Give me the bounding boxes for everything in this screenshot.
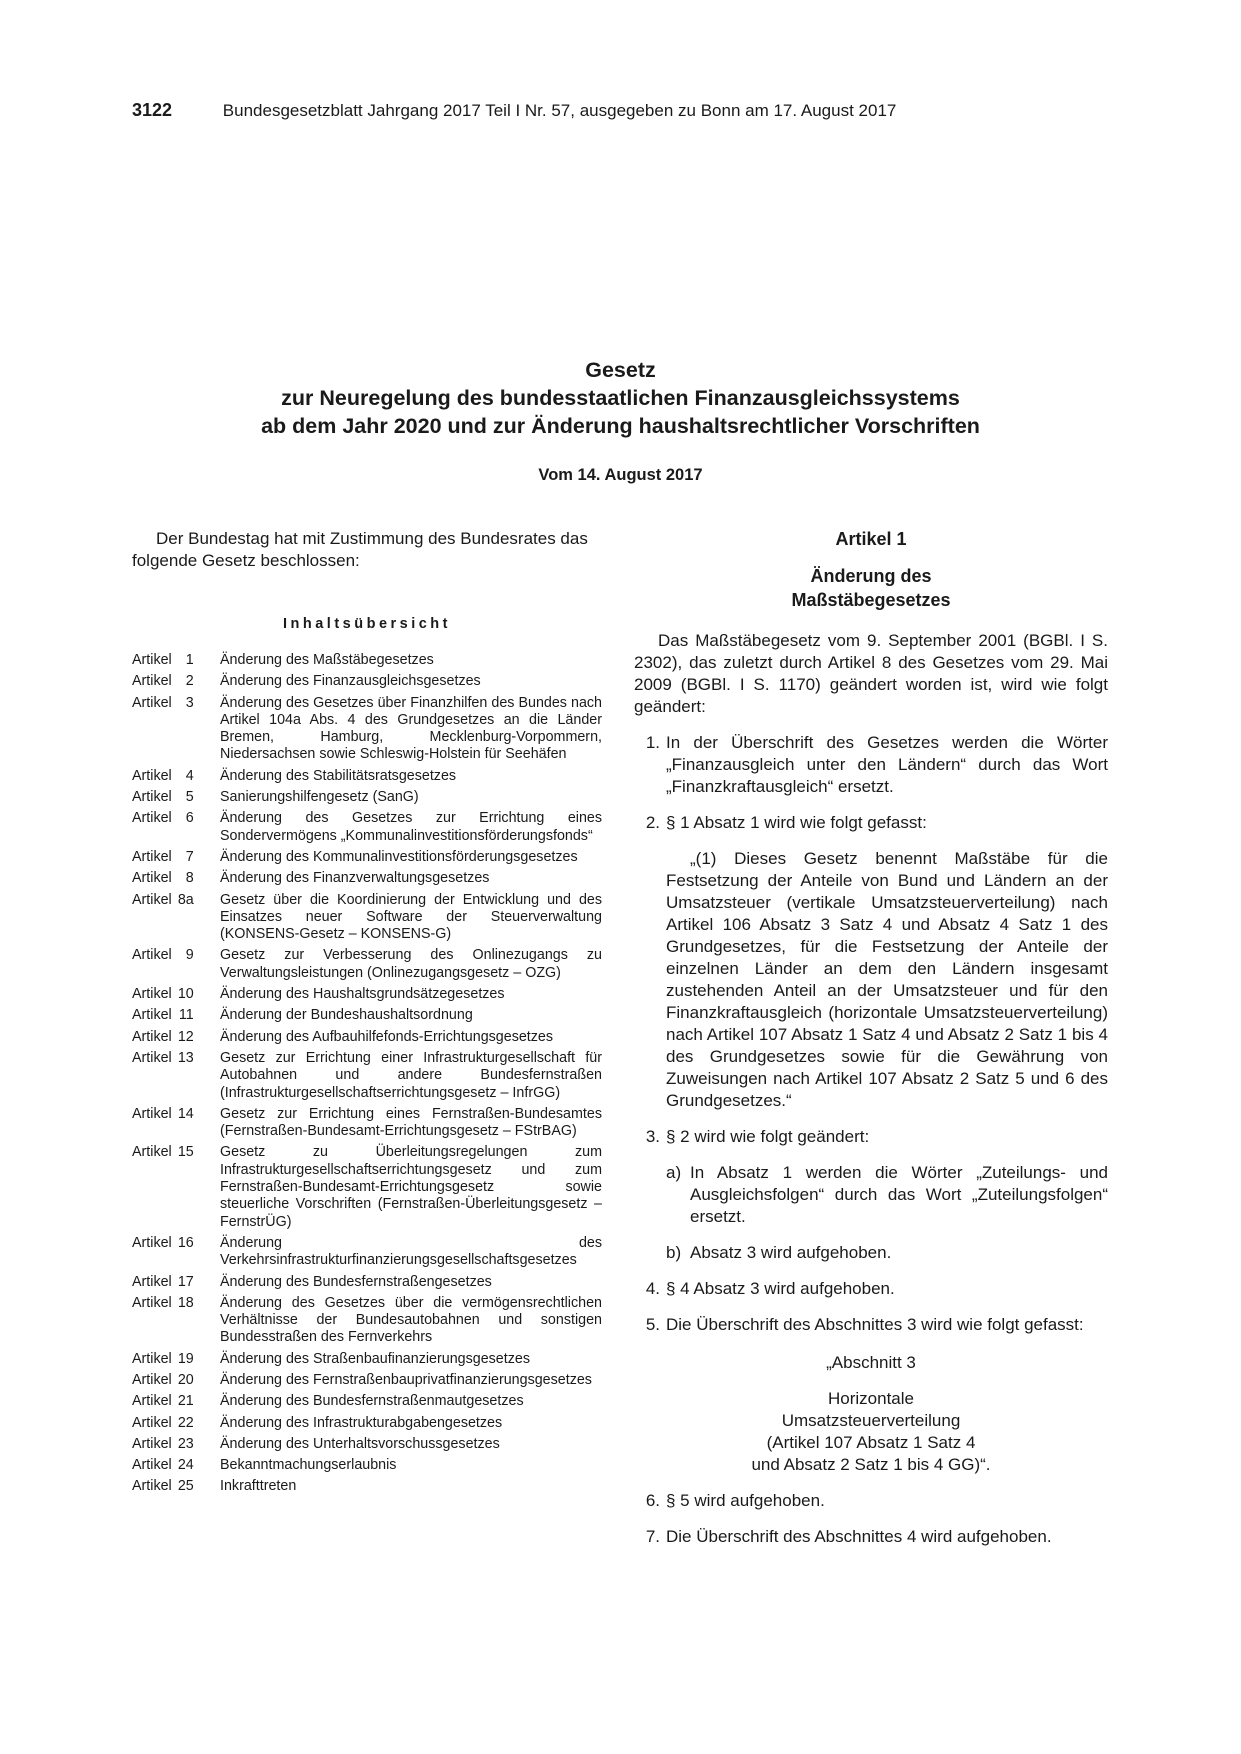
left-column: [132, 528, 602, 1500]
toc-article-title: Änderung des Fernstraßenbauprivatfinanzierungsgesetzes: [220, 1371, 592, 1388]
toc-article-word: Artikel: [132, 810, 172, 827]
item-number: 6.: [645, 1491, 660, 1510]
law-title-line-1: Gesetz: [585, 358, 656, 382]
toc-article-word: Artikel: [132, 1105, 172, 1122]
article-1-subheading-line-2: Maßstäbegesetzes: [791, 590, 951, 610]
amendment-item-3: [634, 1126, 1108, 1148]
toc-article-number: 17: [177, 1273, 194, 1290]
section-3-heading-quote-line-5: und Absatz 2 Satz 1 bis 4 GG)“.: [751, 1455, 991, 1474]
enactment-clause: Der Bundestag hat mit Zustimmung des Bundesrates das folgende Gesetz beschlossen:: [132, 529, 588, 570]
toc-row: [132, 1457, 602, 1478]
toc-article-label: [132, 986, 220, 1007]
toc-article-word: Artikel: [132, 870, 172, 887]
toc-article-word: Artikel: [132, 789, 172, 806]
toc-article-label: [132, 695, 220, 768]
toc-article-word: Artikel: [132, 947, 172, 964]
toc-row: [132, 673, 602, 694]
page-number: 3122: [132, 100, 173, 120]
toc-article-label: [132, 1415, 220, 1436]
toc-article-word: Artikel: [132, 767, 172, 784]
toc-row: [132, 768, 602, 789]
toc-article-word: Artikel: [132, 673, 172, 690]
toc-article-label: [132, 1372, 220, 1393]
toc-article-label: [132, 789, 220, 810]
toc-row: [132, 1007, 602, 1028]
toc-article-label: [132, 1393, 220, 1414]
toc-article-title: Änderung des Kommunalinvestitionsförderungsgesetzes: [220, 848, 578, 865]
toc-article-word: Artikel: [132, 1414, 172, 1431]
page-header: [132, 100, 896, 121]
toc-article-label: [132, 947, 220, 986]
toc-article-label: [132, 870, 220, 891]
toc-article-word: Artikel: [132, 1457, 172, 1474]
toc-article-number: 21: [177, 1393, 194, 1410]
item-text: Die Überschrift des Abschnittes 3 wird wie folgt gefasst:: [666, 1315, 1084, 1334]
toc-article-title: Gesetz zu Überleitungsregelungen zum Infrastrukturgesellschaftserrichtungsgesetz und zum Fernstraßen-Bundesamt-Errichtungsgesetz sowie steuerliche Vorschriften (Fernstraßen-Überleitungsgesetz – FernstrÜG): [220, 1144, 602, 1230]
toc-article-label: [132, 1478, 220, 1499]
toc-row: [132, 1029, 602, 1050]
section-3-heading-quote-line-2: Horizontale: [828, 1389, 914, 1408]
toc-article-title: Änderung des Straßenbaufinanzierungsgesetzes: [220, 1350, 530, 1367]
toc-article-title: Änderung des Gesetzes über die vermögensrechtlichen Verhältnisse der Bundesautobahnen und sonstigen Bundesstraßen des Fernverkehrs: [220, 1294, 602, 1346]
toc-row: [132, 1415, 602, 1436]
toc-article-label: [132, 1235, 220, 1274]
item-text: § 2 wird wie folgt geändert:: [666, 1127, 870, 1146]
toc-article-title: Änderung des Unterhaltsvorschussgesetzes: [220, 1435, 500, 1452]
toc-article-label: [132, 673, 220, 694]
toc-article-title: Änderung des Haushaltsgrundsätzegesetzes: [220, 986, 505, 1003]
item-text: § 1 Absatz 1 wird wie folgt gefasst:: [666, 813, 927, 832]
law-date: Vom 14. August 2017: [538, 466, 703, 484]
toc-row: [132, 789, 602, 810]
toc-article-title: Änderung des Finanzverwaltungsgesetzes: [220, 870, 490, 887]
toc-article-label: [132, 652, 220, 673]
toc-article-number: 7: [185, 848, 194, 865]
toc-article-number: 23: [177, 1435, 194, 1452]
amendment-item-6: [634, 1490, 1108, 1512]
subitem-text: Absatz 3 wird aufgehoben.: [690, 1243, 892, 1262]
subitem-text: In Absatz 1 werden die Wörter „Zuteilungs- und Ausgleichsfolgen“ durch das Wort „Zuteilungsfolgen“ ersetzt.: [690, 1163, 1108, 1226]
toc-row: [132, 1274, 602, 1295]
toc-article-label: [132, 892, 220, 948]
toc-article-number: 12: [177, 1028, 194, 1045]
toc-article-word: Artikel: [132, 1435, 172, 1452]
article-1-subheading-line-1: Änderung des: [810, 566, 932, 586]
section-3-heading-quote-line-3: Umsatzsteuerverteilung: [781, 1411, 961, 1430]
toc-article-number: 16: [177, 1234, 194, 1251]
item-number: 2.: [645, 813, 660, 832]
toc-row: [132, 652, 602, 673]
toc-article-number: 15: [177, 1144, 194, 1161]
toc-row: [132, 1106, 602, 1145]
item-number: 5.: [645, 1315, 660, 1334]
law-title-line-3: ab dem Jahr 2020 und zur Änderung haushaltsrechtlicher Vorschriften: [261, 414, 980, 438]
toc-row: [132, 695, 602, 768]
toc-article-title: Änderung des Aufbauhilfefonds-Errichtungsgesetzes: [220, 1028, 554, 1045]
toc-article-number: 8a: [177, 891, 194, 908]
toc-article-title: Änderung des Gesetzes über Finanzhilfen des Bundes nach Artikel 104a Abs. 4 des Grundgesetzes an die Länder Bremen, Hamburg, Mecklenburg-Vorpommern, Niedersachsen sowie Schleswig-Holstein für Seehäfen: [220, 694, 602, 763]
toc-article-title: Änderung des Bundesfernstraßenmautgesetzes: [220, 1393, 524, 1410]
toc-row: [132, 986, 602, 1007]
toc-article-label: [132, 1351, 220, 1372]
toc-article-number: 18: [177, 1294, 194, 1311]
item-number: 7.: [645, 1527, 660, 1546]
toc-article-number: 20: [177, 1371, 194, 1388]
toc-article-number: 8: [185, 870, 194, 887]
toc-article-title: Gesetz über die Koordinierung der Entwicklung und des Einsatzes neuer Software der Steuerverwaltung (KONSENS-Gesetz – KONSENS-G): [220, 891, 602, 943]
toc-article-label: [132, 810, 220, 849]
amendment-item-4: [634, 1278, 1108, 1300]
toc-article-number: 14: [177, 1105, 194, 1122]
toc-article-label: [132, 849, 220, 870]
toc-article-word: Artikel: [132, 891, 172, 908]
toc-article-number: 4: [185, 767, 194, 784]
item-text: § 5 wird aufgehoben.: [666, 1491, 825, 1510]
toc-article-title: Bekanntmachungserlaubnis: [220, 1457, 397, 1474]
toc-article-label: [132, 1144, 220, 1234]
right-column: [634, 528, 1108, 1548]
item-text: In der Überschrift des Gesetzes werden die Wörter „Finanzausgleich unter den Ländern“ durch das Wort „Finanzkraftausgleich“ ersetzt.: [666, 733, 1108, 796]
toc-article-word: Artikel: [132, 1273, 172, 1290]
toc-article-title: Sanierungshilfengesetz (SanG): [220, 789, 419, 806]
toc-row: [132, 1436, 602, 1457]
toc-heading: Inhaltsübersicht: [283, 616, 451, 632]
amendment-item-2-quote: „(1) Dieses Gesetz benennt Maßstäbe für die Festsetzung der Anteile von Bund und Ländern an der Umsatzsteuer (vertikale Umsatzsteuerverteilung) nach Artikel 106 Absatz 3 Satz 4 und Absatz 4 Satz 1 des Grundgesetzes, für die Festsetzung der Anteile der einzelnen Länder an dem den Ländern insgesamt zustehenden Anteil an der Umsatzsteuer und für den Finanzkraftausgleich (horizontale Umsatzsteuerverteilung) nach Artikel 107 Absatz 1 Satz 4 und Absatz 2 Satz 1 bis 4 des Grundgesetzes sowie für die Gewährung von Zuweisungen nach Artikel 107 Absatz 2 Satz 5 und 6 des Grundgesetzes.“: [666, 849, 1108, 1110]
amendment-item-7: [634, 1526, 1108, 1548]
toc-article-label: [132, 1274, 220, 1295]
toc-article-number: 9: [185, 947, 194, 964]
toc-article-label: [132, 1295, 220, 1351]
toc-article-word: Artikel: [132, 1049, 172, 1066]
toc-row: [132, 1372, 602, 1393]
toc-article-title: Änderung des Infrastrukturabgabengesetzes: [220, 1414, 503, 1431]
item-text: Die Überschrift des Abschnittes 4 wird aufgehoben.: [666, 1527, 1052, 1546]
toc-article-title: Gesetz zur Verbesserung des Onlinezugangs zu Verwaltungsleistungen (Onlinezugangsgesetz – OZG): [220, 947, 602, 981]
article-1-heading: Artikel 1: [835, 529, 907, 549]
law-title-block: [0, 356, 1241, 485]
toc-article-word: Artikel: [132, 694, 172, 711]
amendment-item-5: [634, 1314, 1108, 1336]
toc-article-title: Änderung des Gesetzes zur Errichtung eines Sondervermögens „Kommunalinvestitionsförderungsfonds“: [220, 810, 602, 844]
toc-article-title: Änderung der Bundeshaushaltsordnung: [220, 1007, 473, 1024]
item-number: 4.: [645, 1279, 660, 1298]
toc-row: [132, 810, 602, 849]
toc-row: [132, 1478, 602, 1499]
toc-article-number: 25: [177, 1478, 194, 1495]
toc-article-label: [132, 1029, 220, 1050]
amendment-item-2: [634, 812, 1108, 834]
amendment-item-3b: [666, 1242, 1108, 1264]
item-number: 1.: [645, 733, 660, 752]
toc-article-number: 1: [185, 652, 194, 668]
toc-article-word: Artikel: [132, 1350, 172, 1367]
article-1-intro: Das Maßstäbegesetz vom 9. September 2001 (BGBl. I S. 2302), das zuletzt durch Artikel 8 des Gesetzes vom 29. Mai 2009 (BGBl. I S. 1170) geändert worden ist, wird wie folgt geändert:: [634, 631, 1108, 716]
toc-article-title: Gesetz zur Errichtung einer Infrastrukturgesellschaft für Autobahnen und andere Bundesfernstraßen (Infrastrukturgesellschaftserrichtungsgesetz – InfrGG): [220, 1049, 602, 1101]
toc-article-label: [132, 768, 220, 789]
toc-article-number: 11: [178, 1007, 194, 1024]
law-title-line-2: zur Neuregelung des bundesstaatlichen Finanzausgleichssystems: [281, 386, 960, 410]
toc-article-word: Artikel: [132, 1478, 172, 1495]
section-3-heading-quote-body: [634, 1388, 1108, 1476]
toc-article-title: Änderung des Maßstäbegesetzes: [220, 652, 434, 668]
article-1-subheading: [634, 564, 1108, 612]
toc-row: [132, 870, 602, 891]
toc-article-word: Artikel: [132, 1294, 172, 1311]
toc-article-title: Änderung des Stabilitätsratsgesetzes: [220, 767, 457, 784]
toc-article-word: Artikel: [132, 1144, 172, 1161]
toc-article-title: Änderung des Bundesfernstraßengesetzes: [220, 1273, 492, 1290]
toc-article-label: [132, 1106, 220, 1145]
toc-row: [132, 892, 602, 948]
toc-article-word: Artikel: [132, 652, 172, 668]
toc-article-word: Artikel: [132, 848, 172, 865]
toc-article-number: 6: [185, 810, 194, 827]
toc-article-number: 2: [185, 673, 194, 690]
toc-body: [132, 652, 602, 1500]
amendment-item-1: [634, 732, 1108, 798]
toc-row: [132, 1295, 602, 1351]
toc-row: [132, 849, 602, 870]
toc-article-label: [132, 1457, 220, 1478]
toc-article-word: Artikel: [132, 986, 172, 1003]
toc-article-label: [132, 1436, 220, 1457]
toc-row: [132, 1235, 602, 1274]
item-text: § 4 Absatz 3 wird aufgehoben.: [666, 1279, 895, 1298]
section-3-heading-quote-line-1: „Abschnitt 3: [826, 1353, 916, 1372]
toc-article-word: Artikel: [132, 1028, 172, 1045]
toc-article-word: Artikel: [132, 1371, 172, 1388]
toc-article-number: 24: [177, 1457, 194, 1474]
toc-article-label: [132, 1007, 220, 1028]
toc-article-number: 19: [177, 1350, 194, 1367]
toc-article-title: Inkrafttreten: [220, 1478, 297, 1495]
toc-article-number: 10: [177, 986, 194, 1003]
toc-article-number: 3: [185, 694, 194, 711]
toc-article-label: [132, 1050, 220, 1106]
toc-article-title: Änderung des Verkehrsinfrastrukturfinanzierungsgesellschaftsgesetzes: [220, 1234, 602, 1269]
toc-row: [132, 1351, 602, 1372]
toc-article-number: 5: [185, 789, 194, 806]
toc-article-word: Artikel: [132, 1007, 172, 1024]
toc-row: [132, 1050, 602, 1106]
toc-article-number: 22: [177, 1414, 194, 1431]
table-of-contents: [132, 652, 602, 1500]
toc-article-title: Änderung des Finanzausgleichsgesetzes: [220, 673, 481, 690]
toc-article-number: 13: [177, 1049, 194, 1066]
toc-article-word: Artikel: [132, 1234, 172, 1251]
toc-row: [132, 1393, 602, 1414]
toc-row: [132, 1144, 602, 1234]
item-number: 3.: [645, 1127, 660, 1146]
subitem-letter: b): [666, 1243, 682, 1262]
toc-row: [132, 947, 602, 986]
subitem-letter: a): [666, 1163, 682, 1182]
toc-article-title: Gesetz zur Errichtung eines Fernstraßen-Bundesamtes (Fernstraßen-Bundesamt-Errichtungsgesetz – FStrBAG): [220, 1105, 602, 1140]
section-3-heading-quote-line-4: (Artikel 107 Absatz 1 Satz 4: [766, 1433, 976, 1452]
amendment-item-3a: [666, 1162, 1108, 1228]
toc-article-word: Artikel: [132, 1393, 172, 1410]
running-title: Bundesgesetzblatt Jahrgang 2017 Teil I Nr. 57, ausgegeben zu Bonn am 17. August 2017: [222, 101, 897, 120]
